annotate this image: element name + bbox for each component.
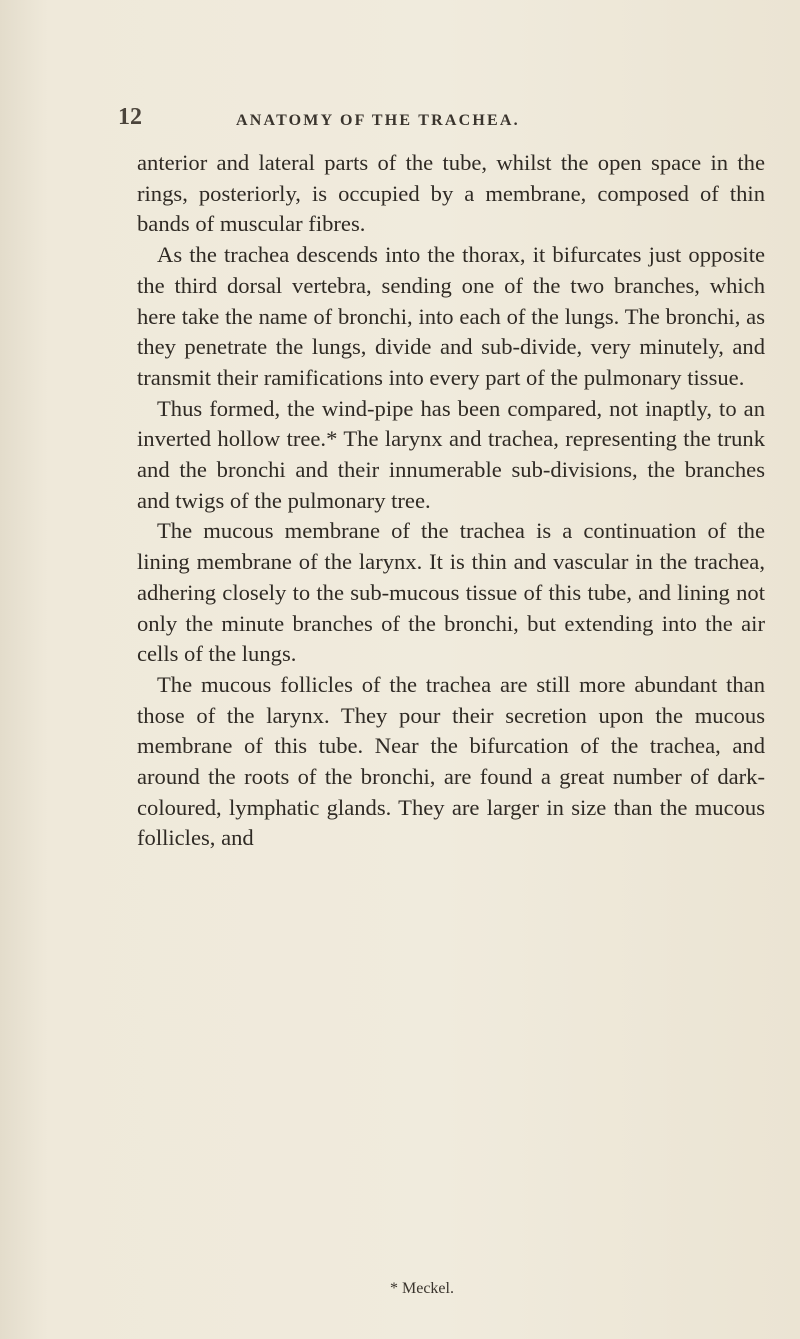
paragraph: The mucous membrane of the trachea is a continuation of the lining membrane of the larynx. It is thin and vascular in the trachea, adhering closely to the sub-mucous tissue of this tube, and lining not only the minute branches of the bronchi, but extending into the air cells of the lungs. [137,518,765,667]
body-text [137,148,765,854]
page-header [118,104,758,138]
running-head: ANATOMY OF THE TRACHEA. [236,112,520,129]
paragraph: As the trachea descends into the thorax, it bifurcates just opposite the third dorsal vertebra, sending one of the two branches, which here take the name of bronchi, into each of the lungs. The bronchi, as they penetrate the lungs, divide and sub-divide, very minutely, and transmit their ramifications into every part of the pulmonary tissue. [137,242,765,390]
footnote: * Meckel. [390,1280,454,1297]
paragraph: The mucous follicles of the trachea are still more abundant than those of the larynx. They pour their secretion upon the mucous membrane of this tube. Near the bifurcation of the trachea, and around the roots of the bronchi, are found a great number of dark-coloured, lymphatic glands. They are larger in size than the mucous follicles, and [137,671,765,851]
paragraph: anterior and lateral parts of the tube, whilst the open space in the rings, posteriorly, is occupied by a membrane, composed of thin bands of muscular fibres. [137,150,765,237]
paragraph: Thus formed, the wind-pipe has been compared, not inaptly, to an inverted hollow tree.* The larynx and trachea, representing the trunk and the bronchi and their innumerable sub-divisions, the branches and twigs of the pulmonary tree. [137,395,765,513]
page-number: 12 [118,104,142,130]
